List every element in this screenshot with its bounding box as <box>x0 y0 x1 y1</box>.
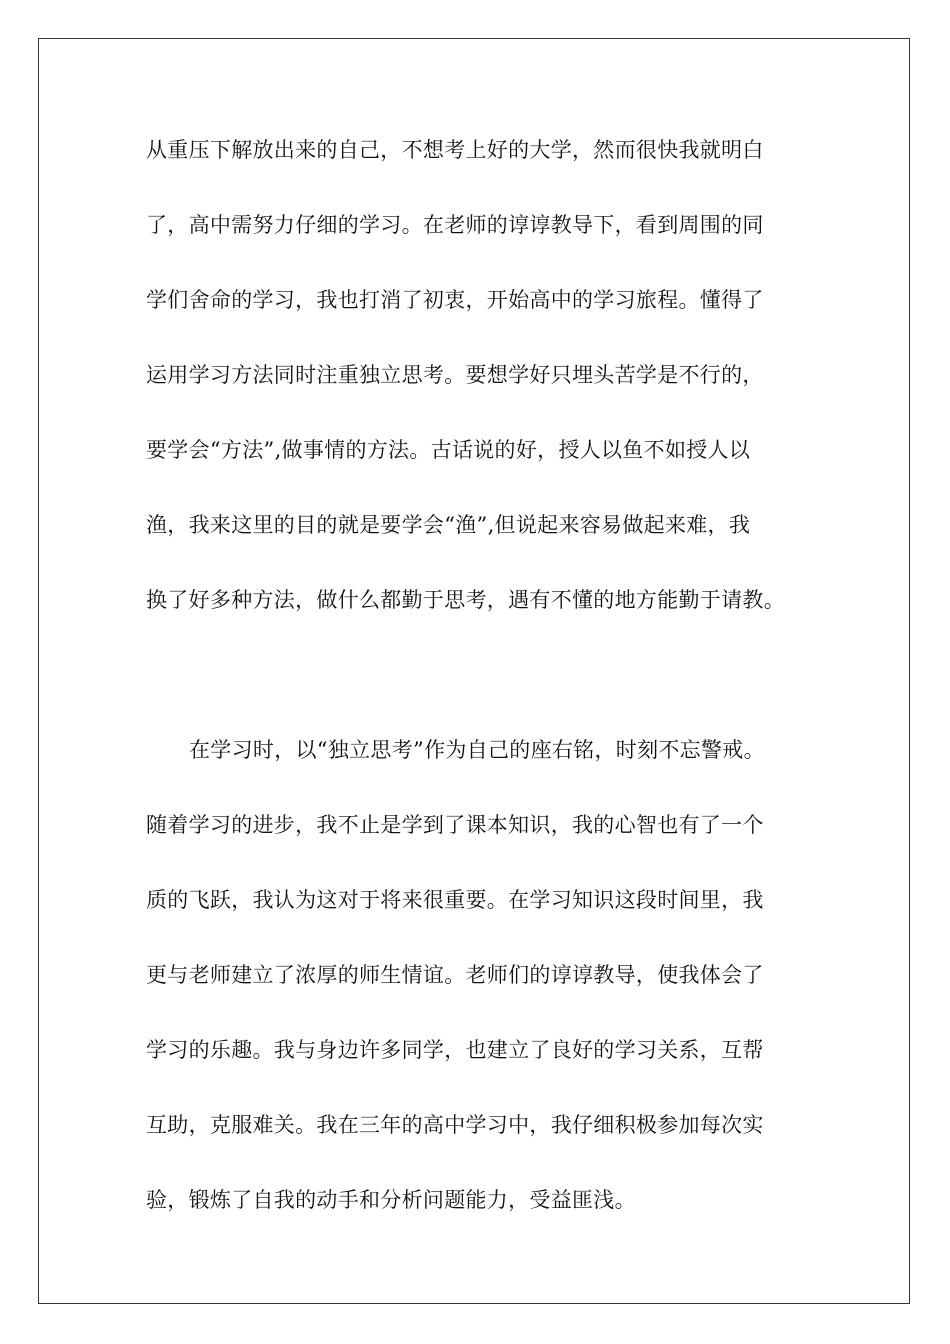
paragraph-1-line-2: 了，高中需努力仔细的学习。在老师的谆谆教导下，看到周围的同 <box>146 213 764 237</box>
paragraph-2-line-5: 学习的乐趣。我与身边许多同学，也建立了良好的学习关系，互帮 <box>146 1038 764 1062</box>
paragraph-1-line-1: 从重压下解放出来的自己，不想考上好的大学，然而很快我就明白 <box>146 138 764 162</box>
paragraph-1-line-3: 学们舍命的学习，我也打消了初衷，开始高中的学习旅程。懂得了 <box>146 288 764 312</box>
paragraph-1-line-7: 换了好多种方法，做什么都勤于思考，遇有不懂的地方能勤于请教。 <box>146 588 785 612</box>
paragraph-2-line-3: 质的飞跃，我认为这对于将来很重要。在学习知识这段时间里，我 <box>146 888 764 912</box>
paragraph-2-line-7: 验，锻炼了自我的动手和分析问题能力，受益匪浅。 <box>146 1188 636 1212</box>
paragraph-2-line-1: 在学习时，以“独立思考”作为自己的座右铭，时刻不忘警戒。 <box>189 738 765 762</box>
paragraph-1-line-4: 运用学习方法同时注重独立思考。要想学好只埋头苦学是不行的， <box>146 363 764 387</box>
paragraph-2-line-6: 互助，克服难关。我在三年的高中学习中，我仔细积极参加每次实 <box>146 1113 764 1137</box>
paragraph-1-line-5: 要学会“方法”,做事情的方法。古话说的好，授人以鱼不如授人以 <box>146 438 751 462</box>
paragraph-2-line-2: 随着学习的进步，我不止是学到了课本知识，我的心智也有了一个 <box>146 813 764 837</box>
paragraph-2-line-4: 更与老师建立了浓厚的师生情谊。老师们的谆谆教导，使我体会了 <box>146 963 764 987</box>
paragraph-1-line-6: 渔，我来这里的目的就是要学会“渔”,但说起来容易做起来难，我 <box>146 513 751 537</box>
